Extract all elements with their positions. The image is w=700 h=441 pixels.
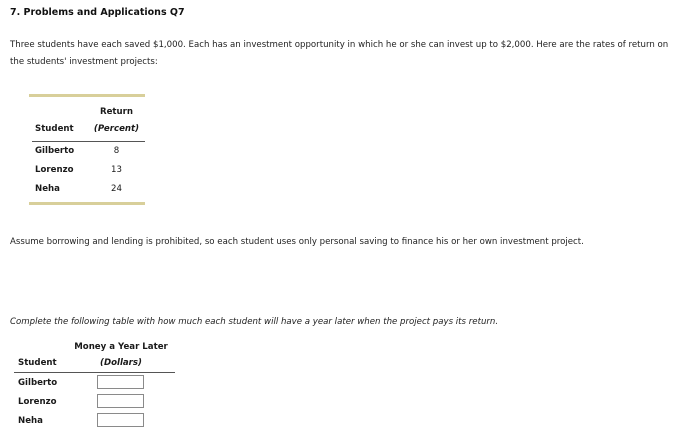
money-column-header: Money a Year Later (74, 342, 168, 352)
return-value: 13 (111, 165, 122, 175)
student-column-header: Student (35, 124, 74, 134)
table-row (29, 161, 145, 180)
return-unit-header: (Percent) (93, 124, 140, 134)
assumption-text: Assume borrowing and lending is prohibited, so each student uses only personal saving to finance his or her own investment project. (10, 237, 584, 247)
student-name: Neha (18, 416, 43, 426)
returns-table (29, 94, 145, 205)
table-bottom-rule (29, 202, 145, 205)
intro-paragraph: Three students have each saved $1,000. Each has an investment opportunity in which he or she can invest up to $2,000. Here are the rates of return on the students' investment projects: (10, 40, 669, 67)
instruction-text: Complete the following table with how much each student will have a year later when the project pays its return. (10, 317, 499, 327)
question-title: 7. Problems and Applications Q7 (10, 7, 185, 18)
return-value: 24 (111, 184, 122, 194)
money-unit-header: (Dollars) (100, 358, 142, 368)
return-value: 8 (113, 146, 120, 156)
student-column-header: Student (18, 358, 57, 368)
returns-table-header (29, 97, 145, 141)
student-name: Gilberto (35, 146, 75, 156)
lorenzo-money-input[interactable] (97, 394, 144, 408)
return-column-header: Return (99, 107, 134, 117)
table-row (29, 142, 145, 161)
student-name: Lorenzo (35, 165, 74, 175)
gilberto-money-input[interactable] (97, 375, 144, 389)
neha-money-input[interactable] (97, 413, 144, 427)
student-name: Lorenzo (18, 397, 57, 407)
table-row (14, 392, 175, 411)
student-name: Neha (35, 184, 60, 194)
student-name: Gilberto (18, 378, 58, 388)
table-row (29, 180, 145, 199)
table-row (14, 373, 175, 392)
answer-table-header (14, 341, 175, 372)
answer-table (14, 341, 175, 430)
table-row (14, 411, 175, 430)
